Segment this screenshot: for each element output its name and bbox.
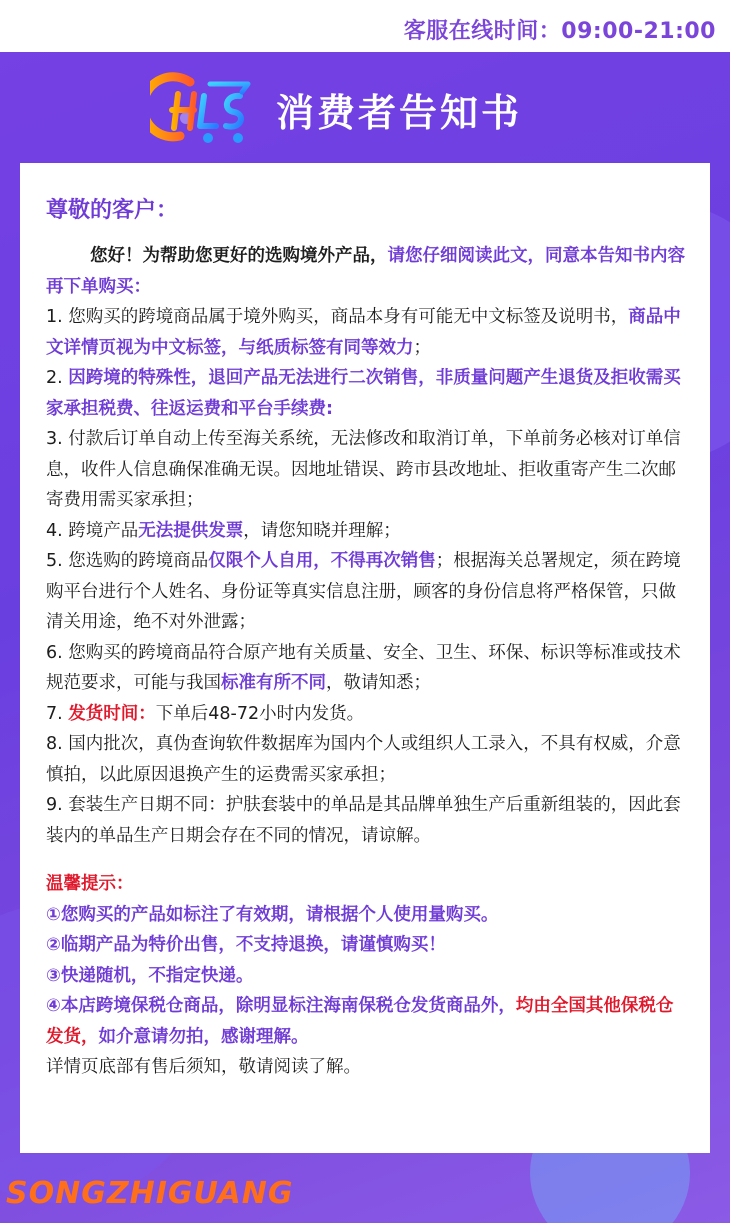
top-bar bbox=[0, 0, 730, 52]
intro-paragraph bbox=[46, 241, 686, 302]
tip-4 bbox=[46, 991, 686, 1052]
item-text: 6. 您购买的跨境商品符合原产地有关质量、安全、卫生、环保、标识等标准或技术规范要求，可能与我国 bbox=[46, 642, 681, 693]
tip-text: 如介意请勿拍，感谢理解。 bbox=[98, 1026, 309, 1047]
tip-1: ①您购买的产品如标注了有效期，请根据个人使用量购买。 bbox=[46, 904, 499, 925]
tip-text: ④本店跨境保税仓商品，除明显标注海南保税仓发货商品外， bbox=[46, 996, 516, 1016]
intro-highlight: 请您仔细阅读此文，同意本告知书内容再下单购买： bbox=[46, 246, 685, 297]
item-highlight: 无法提供发票 bbox=[138, 520, 244, 541]
notice-item-9 bbox=[46, 790, 686, 851]
notice-item-7 bbox=[46, 699, 686, 730]
notice-item-5 bbox=[46, 546, 686, 638]
intro-text: 您好！为帮助您更好的选购境外产品， bbox=[90, 246, 388, 266]
item-highlight: 商品中文详情页视为中文标签，与纸质标签有同等效力 bbox=[46, 307, 681, 358]
notice-item-8 bbox=[46, 729, 686, 790]
item-text: 7. bbox=[46, 703, 69, 724]
greeting: 尊敬的客户： bbox=[46, 198, 179, 223]
notice-item-1 bbox=[46, 302, 686, 363]
notice-content bbox=[46, 241, 686, 1083]
item-highlight: 仅限个人自用，不得再次销售 bbox=[208, 551, 436, 571]
notice-item-2 bbox=[46, 363, 686, 424]
item-text: 8. 国内批次，真伪查询软件数据库为国内个人或组织人工录入，不具有权威，介意慎拍，以此原因退换产生的运费需买家承担； bbox=[46, 734, 681, 785]
item-text: 4. 跨境产品 bbox=[46, 520, 139, 541]
item-text: 2. bbox=[46, 368, 69, 388]
item-text: 1. 您购买的跨境商品属于境外购买，商品本身有可能无中文标签及说明书， bbox=[46, 307, 629, 327]
tip-3: ③快递随机，不指定快递。 bbox=[46, 965, 254, 986]
item-highlight: 发货时间： bbox=[68, 703, 156, 724]
hls-cart-logo-icon bbox=[150, 70, 256, 146]
item-text: 5. 您选购的跨境商品 bbox=[46, 551, 209, 571]
notice-item-3 bbox=[46, 424, 686, 516]
item-text: ，请您知晓并理解； bbox=[243, 520, 401, 541]
notice-item-6 bbox=[46, 638, 686, 699]
tips-footer: 详情页底部有售后须知，敬请阅读了解。 bbox=[46, 1057, 361, 1077]
item-highlight: 因跨境的特殊性，退回产品无法进行二次销售，非质量问题产生退货及拒收需买家承担税费、往返运费和平台手续费 bbox=[46, 368, 681, 419]
tip-highlight: 均由全国其他保税仓发货， bbox=[46, 996, 674, 1047]
notice-item-4 bbox=[46, 516, 686, 547]
service-hours: 客服在线时间：09:00-21:00 bbox=[403, 19, 716, 44]
item-text: 3. 付款后订单自动上传至海关系统，无法修改和取消订单，下单前务必核对订单信息，收件人信息确保准确无误。因地址错误、跨市县改地址、拒收重寄产生二次邮寄费用需买家承担； bbox=[46, 429, 681, 510]
notice-card bbox=[20, 163, 710, 1153]
brand-watermark: SONGZHIGUANG bbox=[6, 1176, 294, 1211]
item-text: ； bbox=[413, 337, 431, 358]
item-text: ；根据海关总署规定，须在跨境购平台进行个人姓名、身份证等真实信息注册，顾客的身份信息将严格保管，只做清关用途，绝不对外泄露； bbox=[46, 551, 681, 632]
tip-2: ②临期产品为特价出售，不支持退换，请谨慎购买！ bbox=[46, 935, 446, 955]
tips-heading: 温馨提示： bbox=[46, 874, 134, 894]
page-title: 消费者告知书 bbox=[276, 91, 523, 135]
item-highlight: 标准有所不同 bbox=[221, 673, 326, 693]
item-text: 9. 套装生产日期不同：护肤套装中的单品是其品牌单独生产后重新组装的，因此套装内的单品生产日期会存在不同的情况，请谅解。 bbox=[46, 795, 681, 846]
item-text: : bbox=[326, 398, 333, 419]
page-header bbox=[150, 70, 670, 150]
item-text: 下单后48-72小时内发货。 bbox=[155, 703, 365, 724]
item-text: ，敬请知悉； bbox=[326, 673, 431, 693]
